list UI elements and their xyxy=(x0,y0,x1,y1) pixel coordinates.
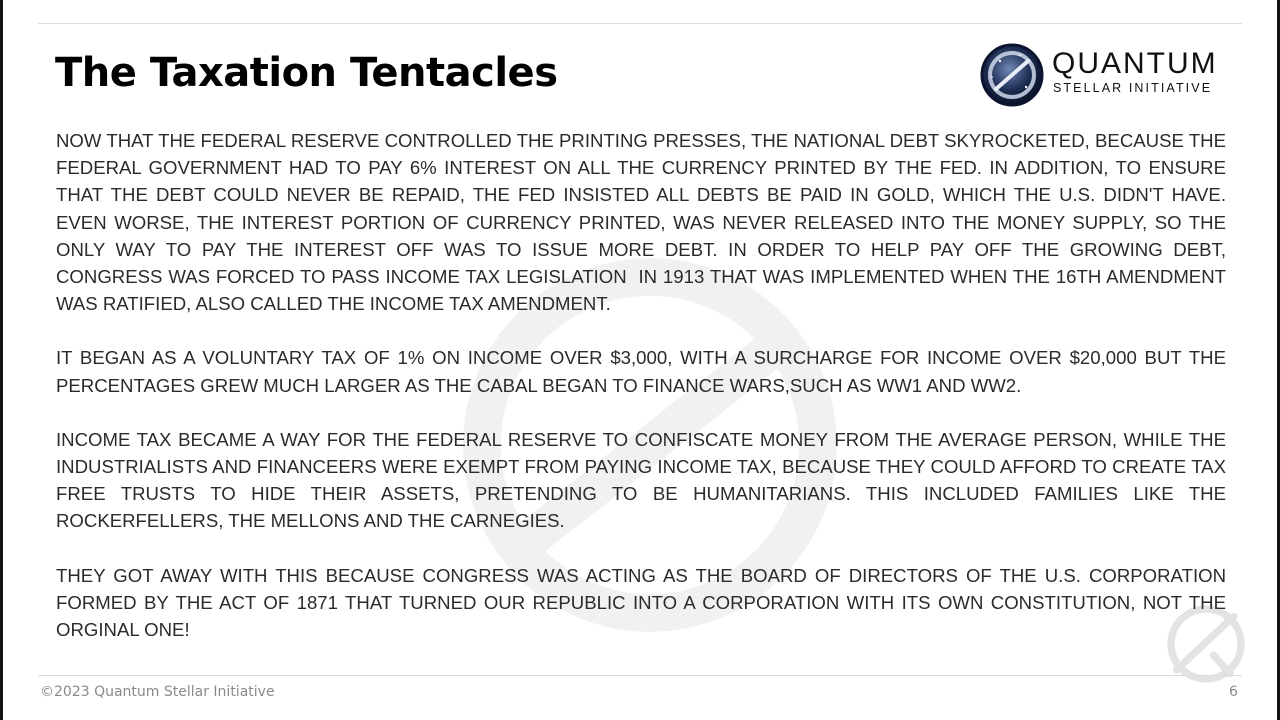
slide-body xyxy=(56,127,1237,670)
body-paragraph-1: NOW THAT THE FEDERAL RESERVE CONTROLLED THE PRINTING PRESSES, THE NATIONAL DEBT SKYROCKETED, BECAUSE THE FEDERAL GOVERNMENT HAD TO PAY 6% INTEREST ON ALL THE CURRENCY PRINTED BY THE FED. IN ADDITION, TO ENSURE THAT THE DEBT COULD NEVER BE REPAID, THE FED INSISTED ALL DEBTS BE PAID IN GOLD, WHICH THE U.S. DIDN'T HAVE. EVEN WORSE, THE INTEREST PORTION OF CURRENCY PRINTED, WAS NEVER RELEASED INTO THE MONEY SUPPLY, SO THE ONLY WAY TO PAY THE INTEREST OFF WAS TO ISSUE MORE DEBT. IN ORDER TO HELP PAY OFF THE GROWING DEBT, CONGRESS WAS FORCED TO PASS INCOME TAX LEGISLATION IN 1913 THAT WAS IMPLEMENTED WHEN THE 16TH AMENDMENT WAS RATIFIED, ALSO CALLED THE INCOME TAX AMENDMENT. xyxy=(56,130,1237,315)
logo-wordmark-primary: QUANTUM xyxy=(1052,47,1218,80)
logo-wordmark-secondary: STELLAR INITIATIVE xyxy=(1053,81,1213,95)
corner-watermark-icon xyxy=(1160,598,1252,690)
brand-logo xyxy=(980,43,1242,107)
slide-title: The Taxation Tentacles xyxy=(55,50,558,96)
quantum-globe-icon xyxy=(980,43,1044,107)
body-paragraph-2: IT BEGAN AS A VOLUNTARY TAX OF 1% ON INCOME OVER $3,000, WITH A SURCHARGE FOR INCOME OVER $20,000 BUT THE PERCENTAGES GREW MUCH LARGER AS THE CABAL BEGAN TO FINANCE WARS,SUCH AS WW1 AND WW2. xyxy=(56,347,1232,396)
top-divider xyxy=(38,23,1242,24)
body-paragraph-3: INCOME TAX BECAME A WAY FOR THE FEDERAL RESERVE TO CONFISCATE MONEY FROM THE AVERAGE PERSON, WHILE THE INDUSTRIALISTS AND FINANCEERS WERE EXEMPT FROM PAYING INCOME TAX, BECAUSE THEY COULD AFFORD TO CREATE TAX FREE TRUSTS TO HIDE THEIR ASSETS, PRETENDING TO BE HUMANITARIANS. THIS INCLUDED FAMILIES LIKE THE ROCKERFELLERS, THE MELLONS AND THE CARNEGIES. xyxy=(56,428,1232,532)
page-number: 6 xyxy=(1229,684,1238,700)
bottom-divider xyxy=(38,675,1242,676)
frame-edge-left xyxy=(0,0,3,720)
body-paragraph-4: THEY GOT AWAY WITH THIS BECAUSE CONGRESS WAS ACTING AS THE BOARD OF DIRECTORS OF THE U.S. CORPORATION FORMED BY THE ACT OF 1871 THAT TURNED OUR REPUBLIC INTO A CORPORATION WITH ITS OWN CONSTITUTION, NOT THE ORGINAL ONE! xyxy=(56,564,1232,641)
footer-copyright: ©2023 Quantum Stellar Initiative xyxy=(40,684,275,700)
